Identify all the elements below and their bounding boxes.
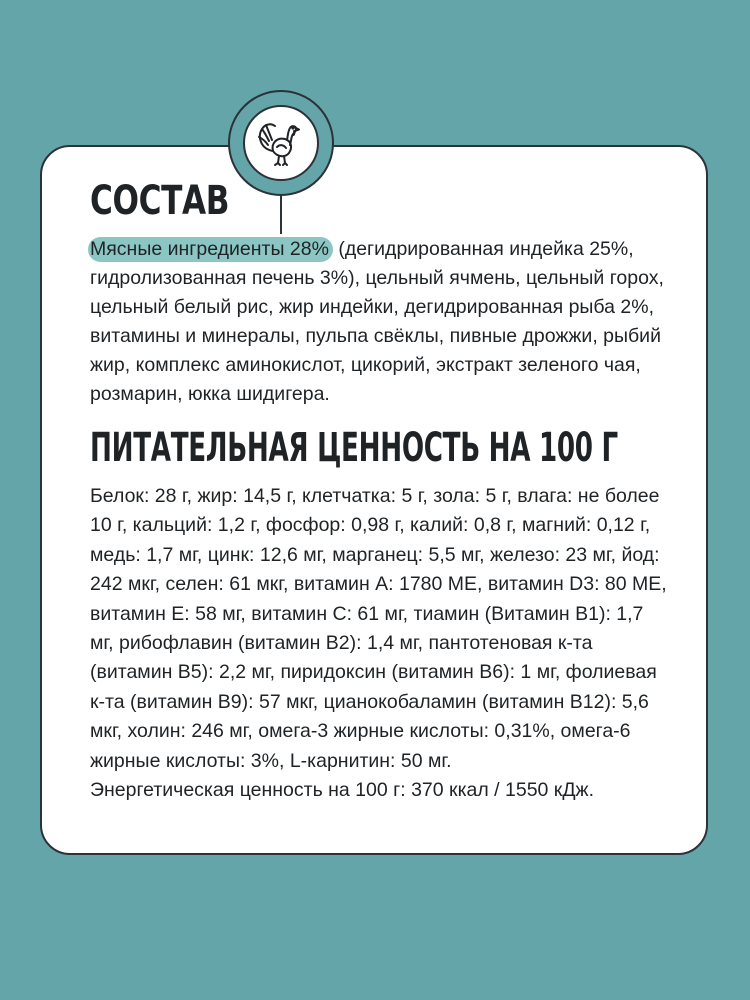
nutrition-title: ПИТАТЕЛЬНАЯ ЦЕННОСТЬ НА 100 Г <box>90 425 618 471</box>
nutrition-values: Белок: 28 г, жир: 14,5 г, клетчатка: 5 г, зола: 5 г, влага: не более 10 г, кальций: 1,2 г, фосфор: 0,98 г, калий: 0,8 г, магний: 0,12 г, медь: 1,7 мг, цинк: 12,6 мг, марганец: 5,5 мг, железо: 23 мг, йод: 242 мкг, селен: 61 мкг, витамин А: 1780 МЕ, витамин D3: 80 МЕ, витамин Е: 58 мг, витамин С: 61 мг, тиамин (Витамин В1): 1,7 мг, рибофлавин (витамин В2): 1,4 мг, пантотеновая к-та (витамин В5): 2,2 мг, пиридоксин (витамин В6): 1 мг, фолиевая к-та (витамин В9): 57 мкг, цианокобаламин (витамин В12): 5,6 мкг, холин: 246 мг, омега-3 жирные кислоты: 0,31%, омега-6 жирные кислоты: 3%, L-карнитин: 50 мг. <box>90 485 667 772</box>
energy-value: Энергетическая ценность на 100 г: 370 ккал / 1550 кДж. <box>90 779 595 802</box>
nutrition-text <box>90 482 670 805</box>
meat-ingredients-highlight: Мясные ингредиенты 28% <box>88 237 333 262</box>
turkey-icon <box>253 115 309 171</box>
composition-title: СОСТАВ <box>90 178 230 224</box>
composition-text <box>90 235 670 409</box>
badge-connector <box>280 196 282 234</box>
badge <box>243 105 319 181</box>
composition-details: (дегидрированная индейка 25%, гидролизованная печень 3%), цельный ячмень, цельный горох, цельный белый рис, жир индейки, дегидрированная рыба 2%, витамины и минералы, пульпа свёклы, пивные дрожжи, рыбий жир, комплекс аминокислот, цикорий, экстракт зеленого чая, розмарин, юкка шидигера. <box>90 238 664 405</box>
